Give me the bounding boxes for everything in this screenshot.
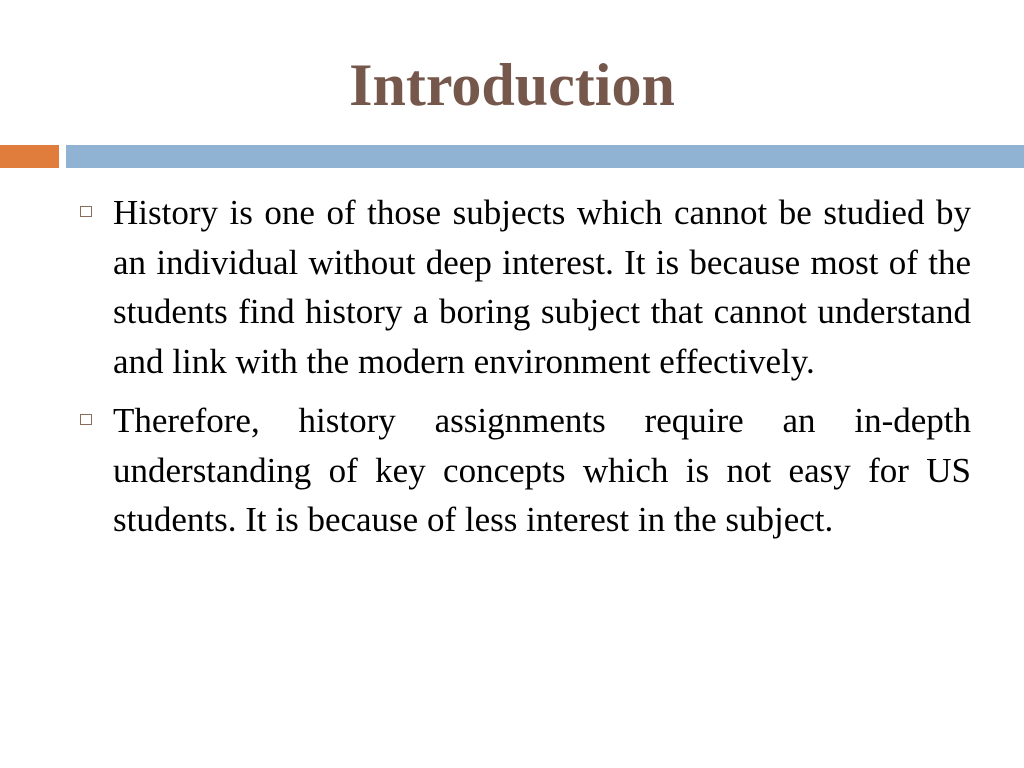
slide-title: Introduction xyxy=(349,52,675,118)
bullet-item xyxy=(80,396,971,545)
hollow-square-icon xyxy=(80,414,92,425)
bullet-text: Therefore, history assignments require an in-depth understanding of key concepts which is not easy for US students. It is because of less interest in the subject. xyxy=(113,401,971,539)
title-underline-bar xyxy=(66,145,1024,168)
hollow-square-icon xyxy=(80,206,92,217)
bullet-text: History is one of those subjects which cannot be studied by an individual without deep interest. It is because most of the students find history a boring subject that cannot understand and link with the modern environment effectively. xyxy=(113,193,971,381)
bullet-list xyxy=(80,188,971,555)
bullet-item xyxy=(80,188,971,386)
accent-bar xyxy=(0,145,59,168)
